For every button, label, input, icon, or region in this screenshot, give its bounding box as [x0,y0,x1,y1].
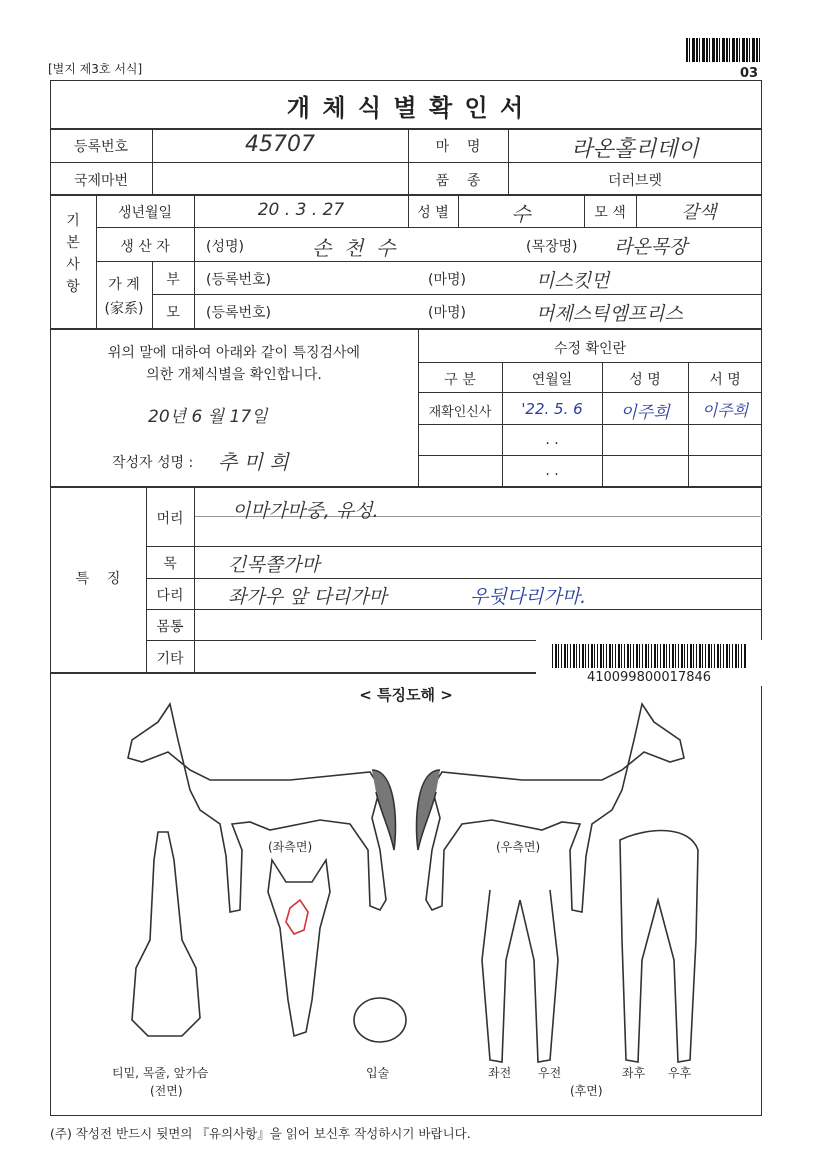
rear-label: (후면) [570,1084,603,1098]
rule [418,362,762,363]
sex-label: 성 별 [417,205,449,221]
breeder-name-value[interactable]: 손 천 수 [312,236,396,260]
leg-value-2[interactable]: 우뒷다리가마. [470,586,587,608]
horse-name-label: 마 명 [435,139,481,155]
sire-name-value[interactable]: 미스킷먼 [536,270,610,292]
horse-right-side [426,704,684,912]
barcode-bars [552,644,746,668]
barcode-sticker [536,640,762,686]
confirm-date[interactable]: 20년 6 월 17일 [148,407,268,427]
horse-lips [354,998,406,1042]
top-barcode [686,38,762,62]
horse-right-tail [417,770,440,850]
neck-label: 목 [163,556,177,572]
right-side-label: (우측면) [496,840,541,854]
rule [96,227,762,228]
sex-value[interactable]: 수 [511,202,531,226]
rule [146,546,762,547]
author-label: 작성자 성명 : [112,455,194,471]
reg-no-value[interactable]: 45707 [245,132,315,157]
horse-diagram [50,700,762,1100]
amend-row-date-2[interactable]: . . [545,432,559,448]
rule [418,392,762,393]
features-section-label: 특 징 [75,571,121,587]
amend-title: 수정 확인란 [553,341,627,357]
author-value[interactable]: 추 미 희 [218,450,289,474]
breeder-name-label: (성명) [206,239,244,255]
barcode-number: 410099800017846 [586,670,712,685]
reg-no-label: 등록번호 [73,139,129,155]
pedigree-label: 가 계 [108,277,140,293]
head-label: 머리 [156,511,184,527]
dam-name-value[interactable]: 머제스틱엠프리스 [536,303,683,325]
dam-name-label: (마명) [428,305,466,321]
intl-no-label: 국제마번 [73,173,129,189]
rule [194,486,195,672]
etc-label: 기타 [156,651,184,667]
pedigree-hanja: (家系) [104,301,144,317]
rule [194,261,195,328]
footer-note: (주) 작성전 반드시 뒷면의 『유의사항』을 읽어 보신후 작성하시기 바랍니다. [50,1126,471,1141]
amend-row-date[interactable]: '22. 5. 6 [521,400,583,418]
rule [146,578,762,579]
amend-row-type: 재확인신사 [428,405,492,420]
left-side-label: (좌측면) [268,840,313,854]
breed-value[interactable]: 더러브렛 [607,173,663,189]
rear-left-label: 좌후 [622,1066,646,1080]
face-marking [286,900,308,934]
dam-label: 모 [166,305,180,321]
color-value[interactable]: 갈색 [681,202,717,223]
farm-label: (목장명) [526,239,578,255]
horse-neck-view [132,832,200,1036]
rule [194,227,195,261]
head-value[interactable]: 이마가마중, 유성. [232,500,379,522]
amend-row-sign[interactable]: 이주희 [701,401,749,420]
farm-value[interactable]: 라온목장 [614,236,688,258]
neck-value[interactable]: 긴목쫄가마 [228,554,320,576]
rule [50,328,762,330]
rule [418,424,762,425]
rear-right-label: 우후 [668,1066,692,1080]
statement-line2: 의한 개체식별을 확인합니다. [146,367,322,383]
horse-front-legs [482,890,558,1062]
body-label: 몸통 [156,619,184,635]
horse-name-value[interactable]: 라온홀리데이 [571,137,699,162]
breeder-label: 생 산 자 [120,239,170,255]
front-right-label: 우전 [538,1066,562,1080]
amend-header-sign: 서 명 [709,372,741,388]
amend-header-type: 구 분 [444,372,476,388]
front-caption: 티밑, 목줄, 앞가슴 [112,1066,209,1080]
sire-reg-label: (등록번호) [206,272,272,288]
statement-line1: 위의 말에 대하여 아래와 같이 특징검사에 [107,345,361,361]
horse-left-tail [372,770,395,850]
rule [50,128,762,130]
birth-label: 생년월일 [117,205,173,221]
sire-label: 부 [166,272,180,288]
horse-head-front [268,860,330,1036]
rule [50,486,762,488]
lips-label: 입술 [366,1066,390,1080]
sire-name-label: (마명) [428,272,466,288]
rule [152,294,762,295]
front-left-label: 좌전 [488,1066,512,1080]
horse-rear-view [620,831,698,1062]
form-title: 개 체 식 별 확 인 서 [286,94,526,122]
basic-section-label: 기 본 사 항 [66,213,80,295]
page-number: 03 [740,66,759,81]
diagram-title: < 특징도해 > [359,686,453,704]
leg-value[interactable]: 좌가우 앞 다리가마 [228,586,387,608]
horse-left-side [128,704,386,912]
breed-label: 품 종 [435,173,481,189]
amend-header-date: 연월일 [531,372,573,388]
amend-row-date-3[interactable]: . . [545,463,559,479]
rule [146,609,762,610]
rule [418,455,762,456]
amend-header-name: 성 명 [629,372,661,388]
rule [96,261,762,262]
front-label: (전면) [150,1084,183,1098]
form-label: [별지 제3호 서식] [48,62,143,76]
amend-row-name[interactable]: 이주희 [620,403,670,423]
leg-label: 다리 [156,588,184,604]
birth-value[interactable]: 20 . 3 . 27 [257,200,345,220]
color-label: 모 색 [594,205,626,221]
rule [50,194,762,196]
dam-reg-label: (등록번호) [206,305,272,321]
